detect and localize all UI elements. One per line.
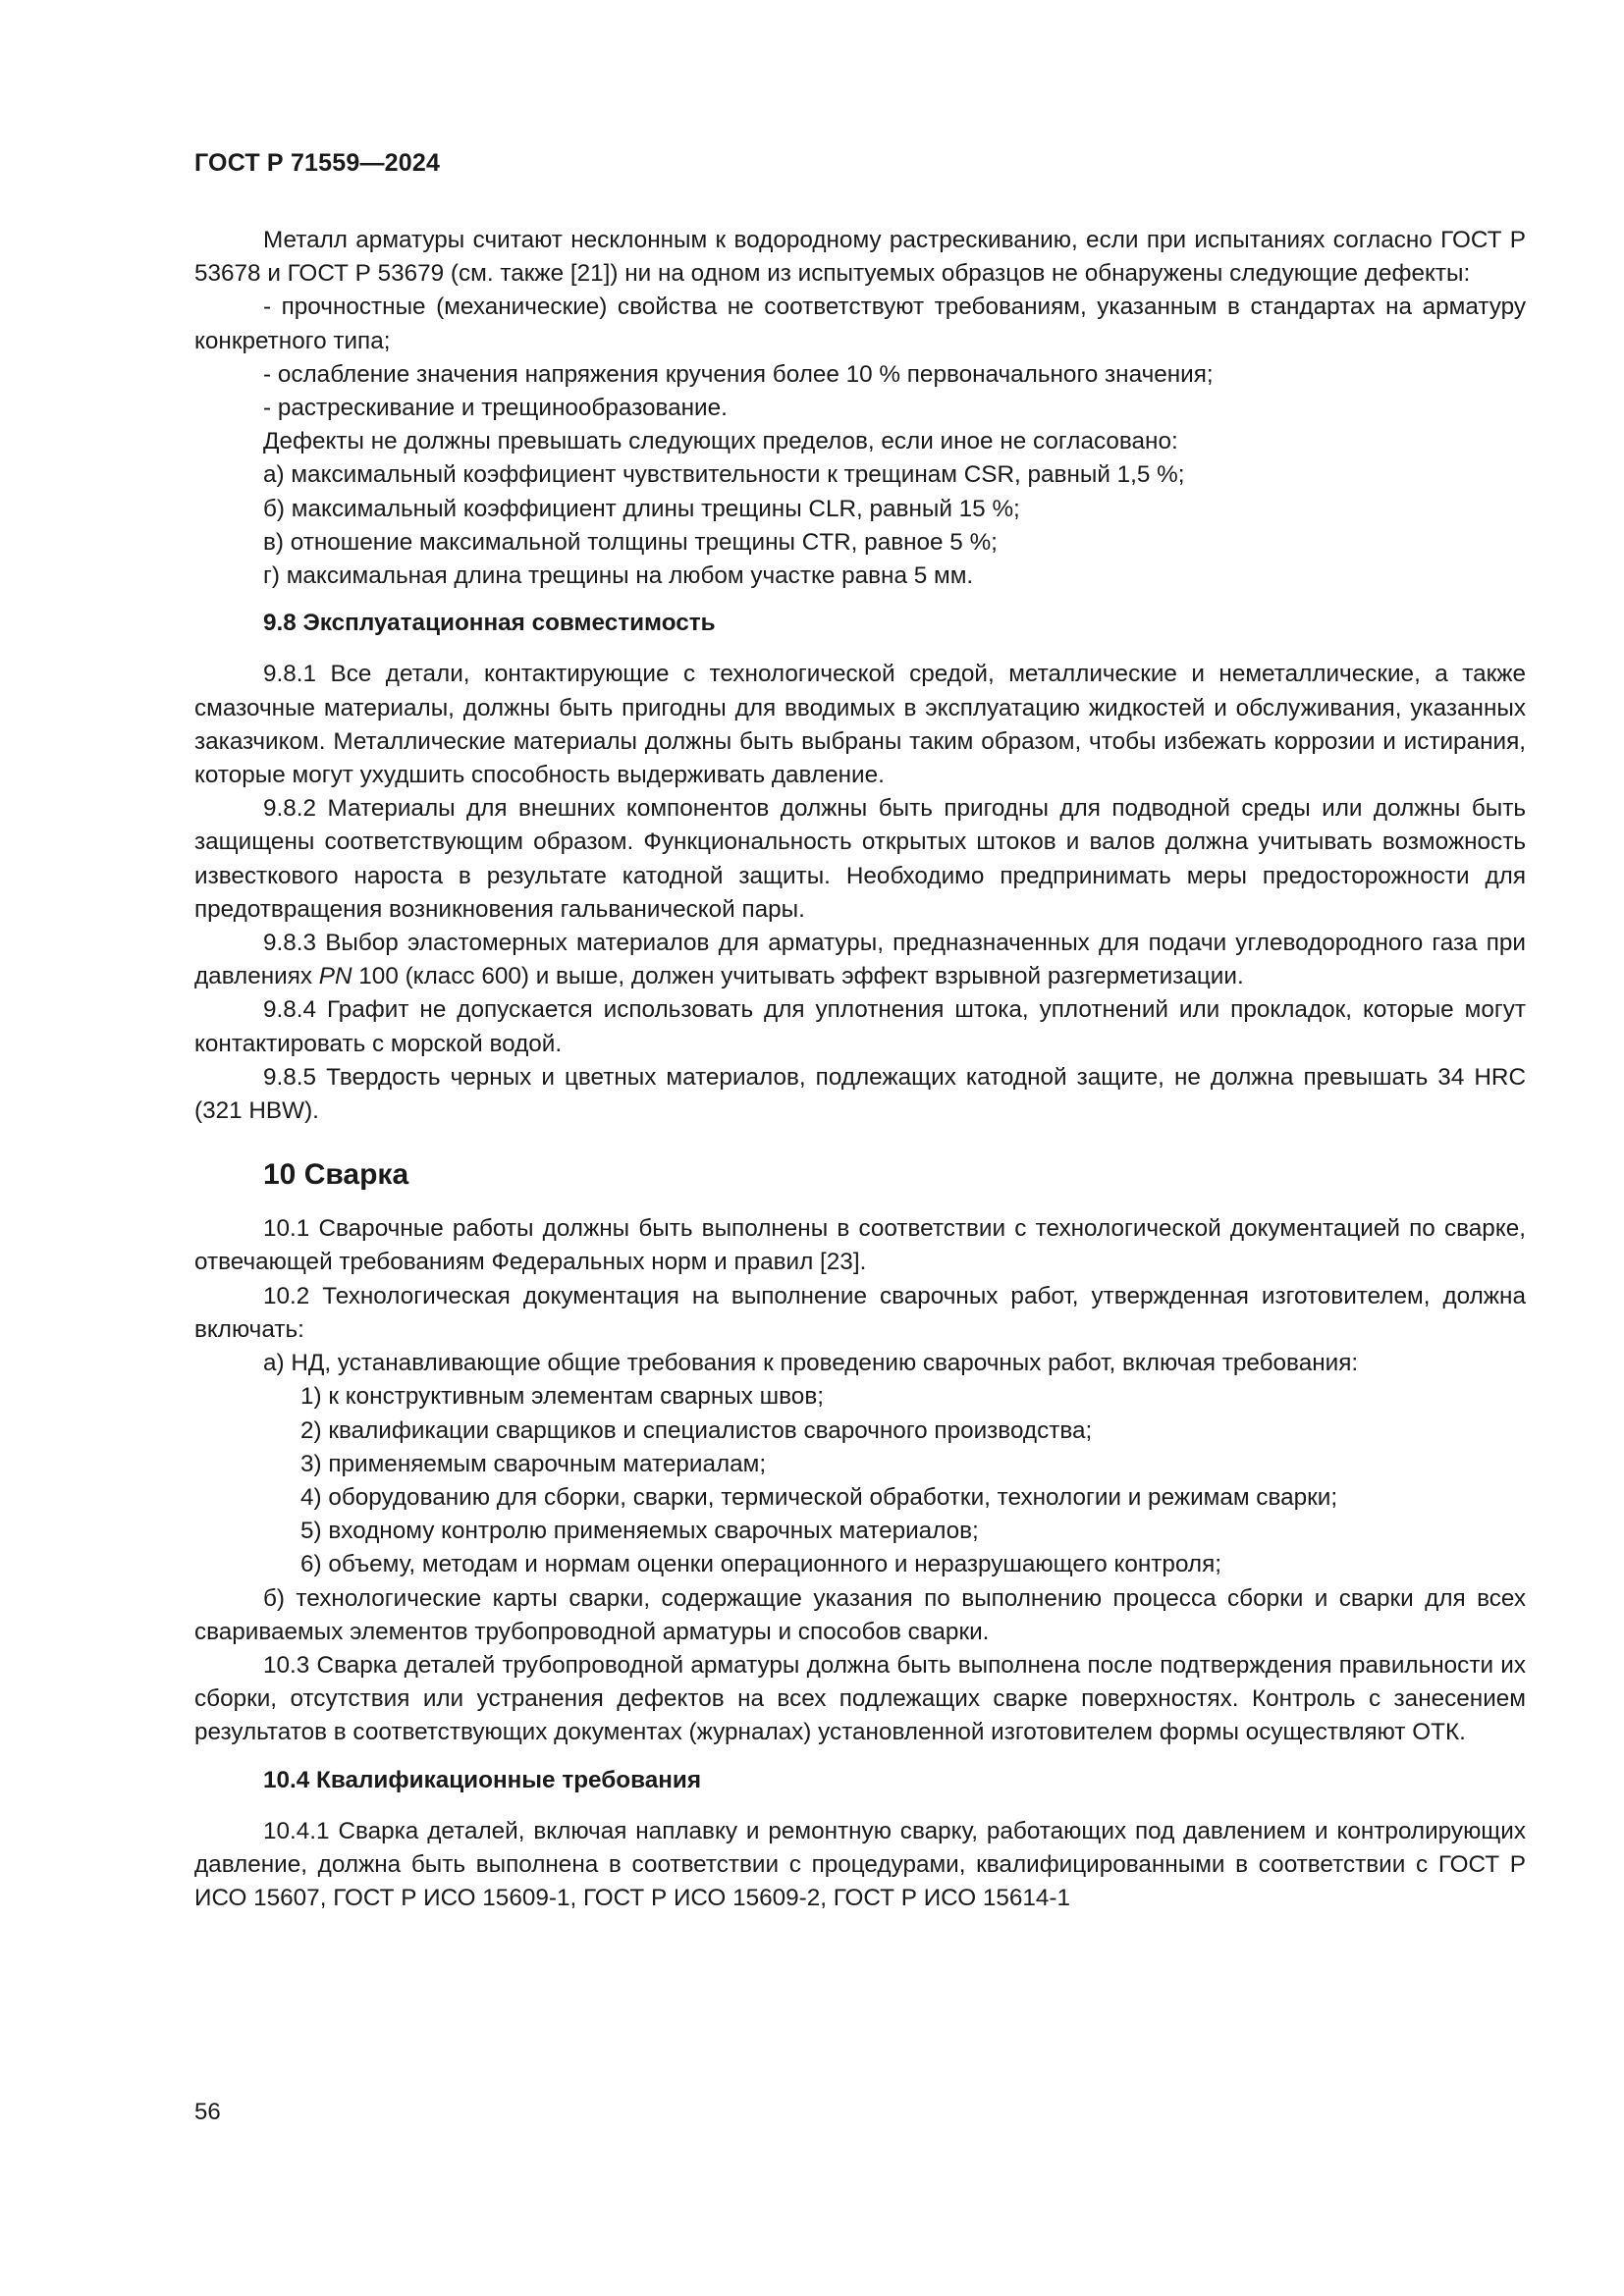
sub-item-4: 4) оборудованию для сборки, сварки, термической обработки, технологии и режимам сварки; (300, 1483, 1338, 1511)
paragraph-10-3: 10.3 Сварка деталей трубопроводной арматуры должна быть выполнена после подтверждения правильности их сборки, отсутствия или устранения дефектов на всех подлежащих сварке поверхностях. Контроль с занесением результатов в соответствующих документах (журналах) установленной изготовителем формы осуществляют ОТК. (194, 1651, 1526, 1746)
paragraph-9-8-3-end: 100 (класс 600) и выше, должен учитывать эффект взрывной разгерметизации. (352, 963, 1244, 990)
paragraph-10-4-1: 10.4.1 Сварка деталей, включая наплавку и ремонтную сварку, работающих под давлением и контролирующих давление, должна быть выполнена в соответствии с процедурами, квалифицированными в соответствии с ГОСТ Р ИСО 15607, ГОСТ Р ИСО 15609-1, ГОСТ Р ИСО 15609-2, ГОСТ Р ИСО 15614-1 (194, 1817, 1526, 1912)
limit-item-c: в) отношение максимальной толщины трещины CTR, равное 5 %; (263, 528, 998, 556)
paragraph-9-8-1: 9.8.1 Все детали, контактирующие с технологической средой, металлические и неметаллические, а также смазочные материалы, должны быть пригодны для вводимых в эксплуатацию жидкостей и обслуживания, указанных заказчиком. Металлические материалы должны быть выбраны таким образом, чтобы избежать коррозии и истирания, которые могут ухудшить способность выдерживать давление. (194, 661, 1526, 789)
defect-bullet-1: - прочностные (механические) свойства не соответствуют требованиям, указанным в стандартах на арматуру конкретного типа; (194, 294, 1526, 354)
limit-item-a: а) максимальный коэффициент чувствительности к трещинам CSR, равный 1,5 %; (263, 461, 1185, 489)
document-code-header: ГОСТ Р 71559—2024 (194, 149, 441, 177)
paragraph-10-2: 10.2 Технологическая документация на выполнение сварочных работ, утвержденная изготовителем, должна включать: (194, 1282, 1526, 1343)
page-number: 56 (194, 2099, 221, 2125)
defect-bullet-3: - растрескивание и трещинообразование. (263, 395, 728, 422)
defect-bullet-2: - ослабление значения напряжения кручения более 10 % первоначального значения; (263, 360, 1214, 388)
list-item-b: б) технологические карты сварки, содержащие указания по выполнению процесса сборки и сварки для всех свариваемых элементов трубопроводной арматуры и способов сварки. (194, 1584, 1526, 1645)
section-9-8-heading: 9.8 Эксплуатационная совместимость (263, 610, 716, 637)
paragraph-10-1: 10.1 Сварочные работы должны быть выполнены в соответствии с технологической документацией по сварке, отвечающей требованиям Федеральных норм и правил [23]. (194, 1215, 1526, 1276)
paragraph-9-8-3 (194, 927, 1526, 993)
paragraph-9-8-3-start: 9.8.3 Выбор эластомерных материалов для арматуры, предназначенных для подачи углеводородного газа при давлениях (194, 930, 1526, 990)
section-10-heading: 10 Сварка (263, 1158, 409, 1192)
sub-item-5: 5) входному контролю применяемых сварочных материалов; (300, 1518, 979, 1545)
document-body (194, 224, 1526, 1915)
limit-item-d: г) максимальная длина трещины на любом участке равна 5 мм. (263, 562, 974, 590)
limits-lead: Дефекты не должны превышать следующих пределов, если иное не согласовано: (263, 428, 1178, 455)
sub-item-3: 3) применяемым сварочным материалам; (300, 1450, 767, 1477)
sub-item-6: 6) объему, методам и нормам оценки операционного и неразрушающего контроля; (300, 1551, 1222, 1578)
intro-paragraph: Металл арматуры считают несклонным к водородному растрескиванию, если при испытаниях согласно ГОСТ Р 53678 и ГОСТ Р 53679 (см. также [21]) ни на одном из испытуемых образцов не обнаружены следующие дефекты: (194, 227, 1526, 288)
sub-item-2: 2) квалификации сварщиков и специалистов сварочного производства; (300, 1416, 1093, 1444)
list-item-a: а) НД, устанавливающие общие требования к проведению сварочных работ, включая требования: (263, 1350, 1359, 1377)
paragraph-9-8-4: 9.8.4 Графит не допускается использовать для уплотнения штока, уплотнений или прокладок, которые могут контактировать с морской водой. (194, 996, 1526, 1057)
paragraph-9-8-2: 9.8.2 Материалы для внешних компонентов должны быть пригодны для подводной среды или должны быть защищены соответствующим образом. Функциональность открытых штоков и валов должна учитывать возможность известкового нароста в результате катодной защиты. Необходимо предпринимать меры предосторожности для предотвращения возникновения гальванической пары. (194, 795, 1526, 923)
limit-item-b: б) максимальный коэффициент длины трещины CLR, равный 15 %; (263, 495, 1020, 522)
pn-label: PN (318, 963, 352, 990)
paragraph-9-8-5: 9.8.5 Твердость черных и цветных материалов, подлежащих катодной защите, не должна превышать 34 HRC (321 HBW). (194, 1063, 1526, 1125)
sub-item-1: 1) к конструктивным элементам сварных швов; (300, 1383, 824, 1411)
section-10-4-heading: 10.4 Квалификационные требования (263, 1766, 702, 1793)
